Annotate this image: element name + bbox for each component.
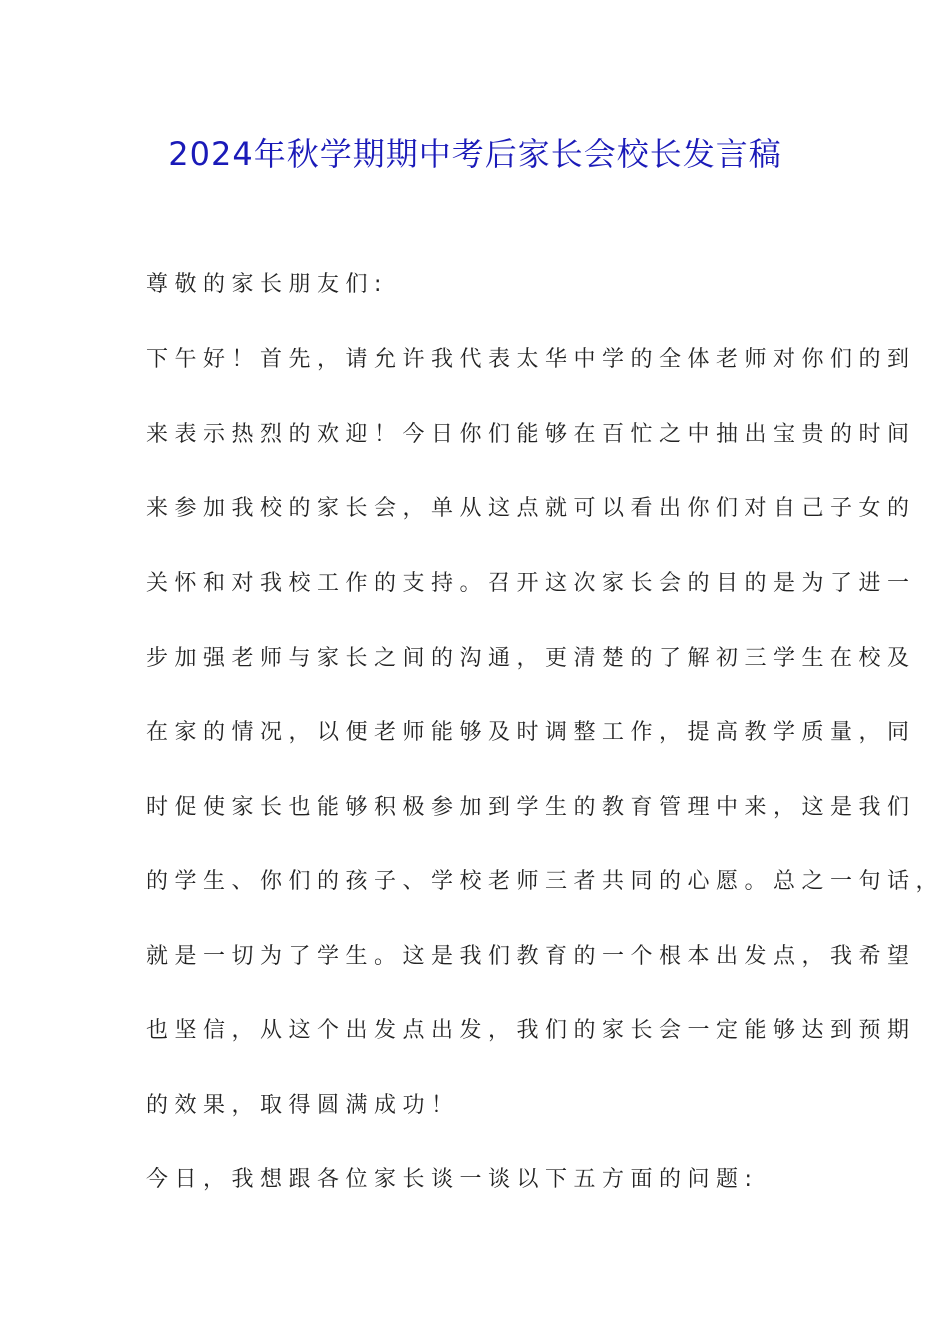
salutation: 尊敬的家长朋友们: — [146, 272, 388, 297]
paragraph-line: 就是一切为了学生。这是我们教育的一个根本出发点，我希望 — [146, 944, 916, 969]
paragraph-line: 的效果，取得圆满成功！ — [146, 1093, 460, 1118]
paragraph-line: 的学生、你们的孩子、学校老师三者共同的心愿。总之一句话， — [146, 869, 945, 894]
paragraph-line: 关怀和对我校工作的支持。召开这次家长会的目的是为了进一 — [146, 571, 916, 596]
paragraph-line: 今日，我想跟各位家长谈一谈以下五方面的问题: — [146, 1167, 759, 1192]
paragraph-line: 时促使家长也能够积极参加到学生的教育管理中来，这是我们 — [146, 795, 916, 820]
paragraph-line: 下午好！首先，请允许我代表太华中学的全体老师对你们的到 — [146, 347, 916, 372]
document-title: 2024年秋学期期中考后家长会校长发言稿 — [168, 135, 782, 173]
paragraph-line: 来参加我校的家长会，单从这点就可以看出你们对自己子女的 — [146, 496, 916, 521]
paragraph-line: 来表示热烈的欢迎！今日你们能够在百忙之中抽出宝贵的时间 — [146, 422, 916, 447]
paragraph-line: 在家的情况，以便老师能够及时调整工作，提高教学质量，同 — [146, 720, 916, 745]
paragraph-line: 也坚信，从这个出发点出发，我们的家长会一定能够达到预期 — [146, 1018, 916, 1043]
paragraph-line: 步加强老师与家长之间的沟通，更清楚的了解初三学生在校及 — [146, 646, 916, 671]
